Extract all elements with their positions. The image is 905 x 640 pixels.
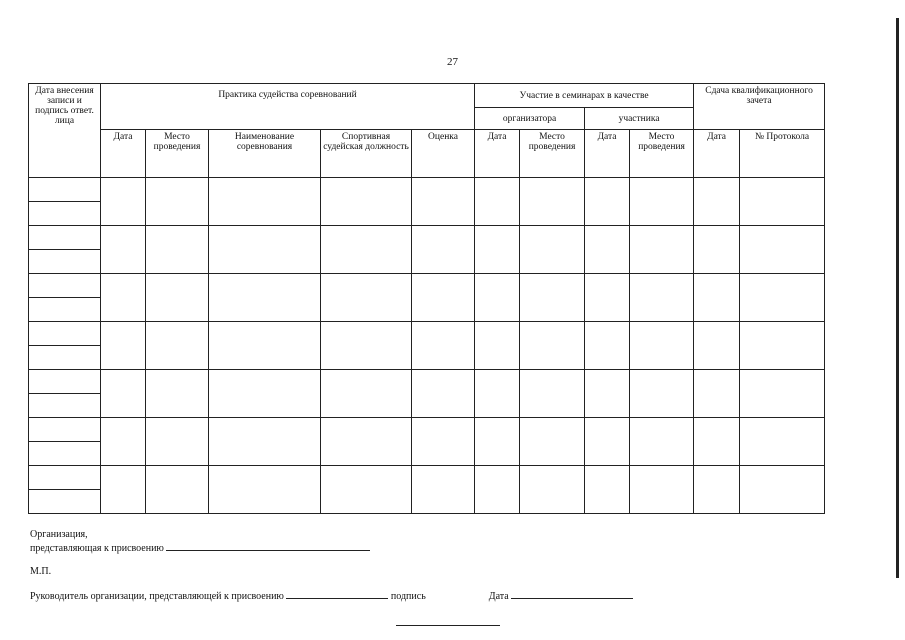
table-cell[interactable] [694, 418, 740, 466]
head-label: Руководитель организации, представляющей к присвоению [30, 591, 284, 602]
table-cell[interactable] [209, 466, 321, 514]
table-cell[interactable] [209, 178, 321, 226]
table-cell[interactable] [630, 466, 694, 514]
table-cell[interactable] [209, 226, 321, 274]
head-name-line[interactable] [286, 589, 388, 599]
table-cell[interactable] [475, 226, 520, 274]
judging-record-table [28, 83, 825, 514]
stamp-place: М.П. [30, 566, 52, 577]
table-cell[interactable] [694, 178, 740, 226]
column-header: Дата [101, 130, 146, 178]
table-row [29, 226, 825, 274]
page-number: 27 [447, 56, 458, 68]
header-qualification-test: Сдача квалификационного зачета [694, 84, 825, 130]
table-cell[interactable] [585, 322, 630, 370]
table-cell[interactable] [146, 418, 209, 466]
table-cell[interactable] [101, 322, 146, 370]
table-cell[interactable] [740, 178, 825, 226]
entry-signature-cell[interactable] [29, 418, 101, 466]
organization-field [30, 541, 370, 554]
table-cell[interactable] [475, 418, 520, 466]
column-header: Дата [475, 130, 520, 178]
table-cell[interactable] [694, 322, 740, 370]
table-cell[interactable] [209, 370, 321, 418]
signature-label: подпись [390, 591, 426, 602]
table-cell[interactable] [585, 178, 630, 226]
table-cell[interactable] [630, 322, 694, 370]
table-cell[interactable] [412, 274, 475, 322]
header-entry-date-signature: Дата внесения записи и подпись ответ. лица [29, 84, 101, 178]
table-cell[interactable] [146, 178, 209, 226]
table-cell[interactable] [520, 274, 585, 322]
column-header: Место проведения [630, 130, 694, 178]
header-judging-practice: Практика судейства соревнований [101, 84, 475, 130]
column-header: Место проведения [520, 130, 585, 178]
table-cell[interactable] [740, 226, 825, 274]
organization-label-2: представляющая к присвоению [30, 543, 164, 554]
table-cell[interactable] [321, 322, 412, 370]
page-edge-line [896, 18, 899, 578]
table-cell[interactable] [740, 418, 825, 466]
table-body [29, 178, 825, 514]
table-cell[interactable] [412, 226, 475, 274]
table-cell[interactable] [412, 370, 475, 418]
table-cell[interactable] [321, 178, 412, 226]
bottom-rule [396, 625, 500, 626]
table-cell[interactable] [475, 466, 520, 514]
column-header: № Протокола [740, 130, 825, 178]
column-header: Дата [585, 130, 630, 178]
column-header: Оценка [412, 130, 475, 178]
date-label: Дата [488, 591, 509, 602]
table-cell[interactable] [321, 466, 412, 514]
date-line[interactable] [511, 589, 633, 599]
entry-signature-cell[interactable] [29, 226, 101, 274]
table-cell[interactable] [101, 418, 146, 466]
table-cell[interactable] [740, 322, 825, 370]
table-cell[interactable] [694, 370, 740, 418]
table-cell[interactable] [630, 178, 694, 226]
entry-signature-cell[interactable] [29, 466, 101, 514]
table-cell[interactable] [740, 370, 825, 418]
table-cell[interactable] [630, 274, 694, 322]
table-cell[interactable] [585, 370, 630, 418]
organization-label: Организация, [30, 529, 88, 540]
entry-signature-cell[interactable] [29, 274, 101, 322]
table-row [29, 466, 825, 514]
table-cell[interactable] [146, 322, 209, 370]
table-cell[interactable] [412, 322, 475, 370]
table-cell[interactable] [694, 466, 740, 514]
header-seminar-participation: Участие в семинарах в качестве [475, 84, 694, 108]
organization-input-line[interactable] [166, 541, 370, 551]
table-row [29, 418, 825, 466]
table-cell[interactable] [520, 322, 585, 370]
table-cell[interactable] [475, 274, 520, 322]
table-cell[interactable] [209, 322, 321, 370]
table-cell[interactable] [585, 466, 630, 514]
table-row [29, 322, 825, 370]
entry-signature-cell[interactable] [29, 370, 101, 418]
column-header: Наименование соревнования [209, 130, 321, 178]
table-cell[interactable] [475, 178, 520, 226]
table-cell[interactable] [520, 370, 585, 418]
table-cell[interactable] [412, 178, 475, 226]
table-cell[interactable] [146, 274, 209, 322]
table-cell[interactable] [694, 274, 740, 322]
table-row [29, 178, 825, 226]
table-cell[interactable] [101, 466, 146, 514]
table-cell[interactable] [321, 370, 412, 418]
table-cell[interactable] [412, 466, 475, 514]
table-cell[interactable] [630, 226, 694, 274]
table-cell[interactable] [520, 178, 585, 226]
table-cell[interactable] [520, 466, 585, 514]
table-cell[interactable] [630, 370, 694, 418]
table-row [29, 370, 825, 418]
column-header: Спортивная судейская должность [321, 130, 412, 178]
table-cell[interactable] [740, 466, 825, 514]
table-cell[interactable] [585, 418, 630, 466]
table-cell[interactable] [520, 226, 585, 274]
table-cell[interactable] [475, 370, 520, 418]
head-signature-row [30, 589, 633, 602]
column-header: Место проведения [146, 130, 209, 178]
table-cell[interactable] [101, 226, 146, 274]
table-cell[interactable] [209, 418, 321, 466]
table-cell[interactable] [475, 322, 520, 370]
entry-signature-cell[interactable] [29, 322, 101, 370]
table-cell[interactable] [694, 226, 740, 274]
table-cell[interactable] [209, 274, 321, 322]
table-cell[interactable] [146, 226, 209, 274]
table-cell[interactable] [520, 418, 585, 466]
table-cell[interactable] [146, 466, 209, 514]
table-cell[interactable] [585, 274, 630, 322]
table-cell[interactable] [101, 274, 146, 322]
table-cell[interactable] [630, 418, 694, 466]
table-cell[interactable] [585, 226, 630, 274]
table-cell[interactable] [321, 418, 412, 466]
header-participant: участника [585, 108, 694, 130]
table-cell[interactable] [412, 418, 475, 466]
table-cell[interactable] [101, 370, 146, 418]
entry-signature-cell[interactable] [29, 178, 101, 226]
header-organizer: организатора [475, 108, 585, 130]
table-cell[interactable] [101, 178, 146, 226]
table-cell[interactable] [321, 274, 412, 322]
table-cell[interactable] [740, 274, 825, 322]
column-header: Дата [694, 130, 740, 178]
table-row [29, 274, 825, 322]
table-cell[interactable] [146, 370, 209, 418]
table-cell[interactable] [321, 226, 412, 274]
